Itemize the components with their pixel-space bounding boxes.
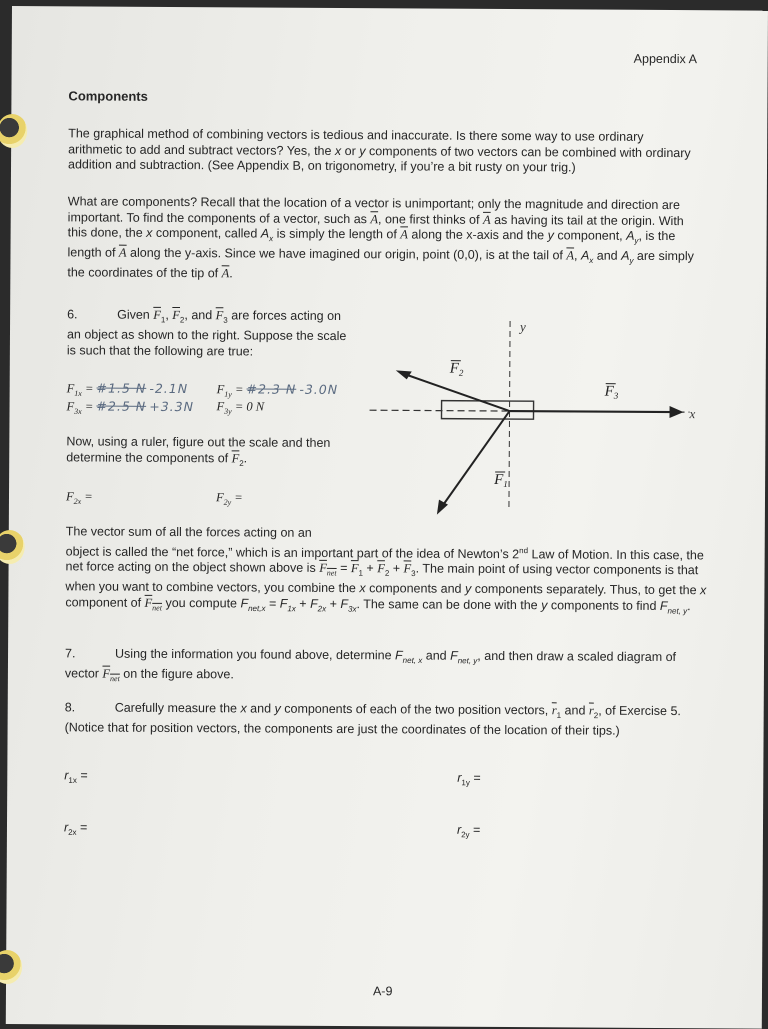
r2y-label: $r_{2y}$ =: [457, 823, 481, 843]
f3y-row: $F_{3y} = 0$ N: [216, 399, 264, 419]
question-6-number: 6.: [67, 307, 78, 323]
y-axis-label: y: [518, 319, 526, 334]
force-diagram: [349, 306, 710, 523]
question-8-text: Carefully measure the x and y components of each of the two position vectors, $\overline{r}_1$ and $\overline{r}_2$, of Exercise 5. (Notice that for position vectors, the components are just the coordinates of the location of their tips.): [65, 700, 697, 739]
f3-vector: [510, 411, 675, 412]
binder-ring: [0, 114, 27, 148]
paragraph-2: What are components? Recall that the location of a vector is unimportant; only the magnitude and direction are important. To find the components of a vector, such as $\overline{A}$, one first thinks of $\overline{A}$ as having its tail at the origin. With this done, the x component, called $A_x$ is simply the length of $\overline{A}$ along the x-axis and the y component, $A_y$, is the length of $\overline{A}$ along the y-axis. Since we have imagined our origin, point (0,0), is at the tail of $\overline{A}$, $A_x$ and $A_y$ are simply the coordinates of the tip of $\overline{A}$.: [67, 194, 700, 284]
question-7-number: 7.: [65, 646, 76, 662]
f3x-label: $F_{3x}$ =: [67, 399, 94, 413]
f2y-label: $F_{2y}$ =: [216, 490, 243, 510]
f1x-handwritten: -2.1N: [149, 381, 188, 396]
f3x-handwritten: +3.3N: [149, 399, 194, 414]
f2-vector: [400, 372, 510, 411]
question-8-number: 8.: [65, 700, 76, 716]
question-6-text: Given $\overline{F}_1$, $\overline{F}_2$, and $\overline{F}_3$ are forces acting on an object as shown to the right. Suppose the scale is such that the following are true:: [67, 307, 357, 360]
header-right: Appendix A: [634, 52, 697, 68]
f1y-label: $F_{1y}$ =: [217, 382, 244, 396]
binder-ring: [0, 530, 25, 564]
binder-ring: [0, 950, 22, 984]
f1-label: $F_1$: [493, 472, 508, 489]
paragraph-3: The vector sum of all the forces acting on an object is called the “net force,” which is an important part of the idea of Newton’s 2nd Law of Motion. In this case, the net force acting on the object shown above is $F_{net} = \overline{F}_1 + \overline{F}_2 + \overline{F}_3$. The main point of using vector components is that when you want to combine vectors, you combine the x components and y components separately. Thus, to get the x component of $F_{net}$ you compute $F_{net,x} = F_{1x} + F_{2x} + F_{3x}$. The same can be done with the y components to find $F_{net, y}$.: [65, 524, 716, 619]
f3-label: $F_3$: [604, 384, 619, 401]
f3-arrowhead: [669, 406, 683, 418]
section-title: Components: [68, 88, 148, 104]
f2x-label: $F_{2x}$ =: [66, 489, 93, 509]
document-page: [6, 6, 768, 1029]
f1y-handwritten: -3.0N: [299, 382, 338, 397]
f2-arrowhead: [396, 370, 412, 379]
f3x-row: [66, 398, 194, 420]
page-number: A-9: [373, 984, 393, 1000]
y-axis: [509, 321, 510, 507]
r1x-label: $r_{1x}$ =: [64, 768, 88, 788]
f1x-label: $F_{1x}$ =: [67, 381, 94, 395]
x-axis-label: x: [688, 406, 695, 421]
question-6-now: Now, using a ruler, figure out the scale and then determine the components of $\overline{F}_2$.: [66, 434, 356, 471]
f1-vector: [442, 411, 510, 507]
f1y-struck: #2.3 N: [247, 381, 297, 396]
r2x-label: $r_{2x}$ =: [64, 820, 88, 840]
paragraph-1: The graphical method of combining vectors is tedious and inaccurate. Is there some way to use ordinary arithmetic to add and subtract vectors? Yes, the x or y components of two vectors can be combined with ordinary addition and subtraction. (See Appendix B, on trigonometry, if you’re a bit rusty on your trig.): [68, 126, 700, 176]
question-7-text: Using the information you found above, determine $F_{net, x}$ and $F_{net, y}$, and then draw a scaled diagram of vector $F_{net}$ on the figure above.: [65, 646, 697, 690]
r1y-label: $r_{1y}$ =: [457, 771, 481, 791]
f2-label: $F_2$: [449, 361, 464, 378]
f3x-struck: #2.5 N: [96, 399, 146, 414]
f1x-struck: #1.5 N: [97, 381, 147, 396]
